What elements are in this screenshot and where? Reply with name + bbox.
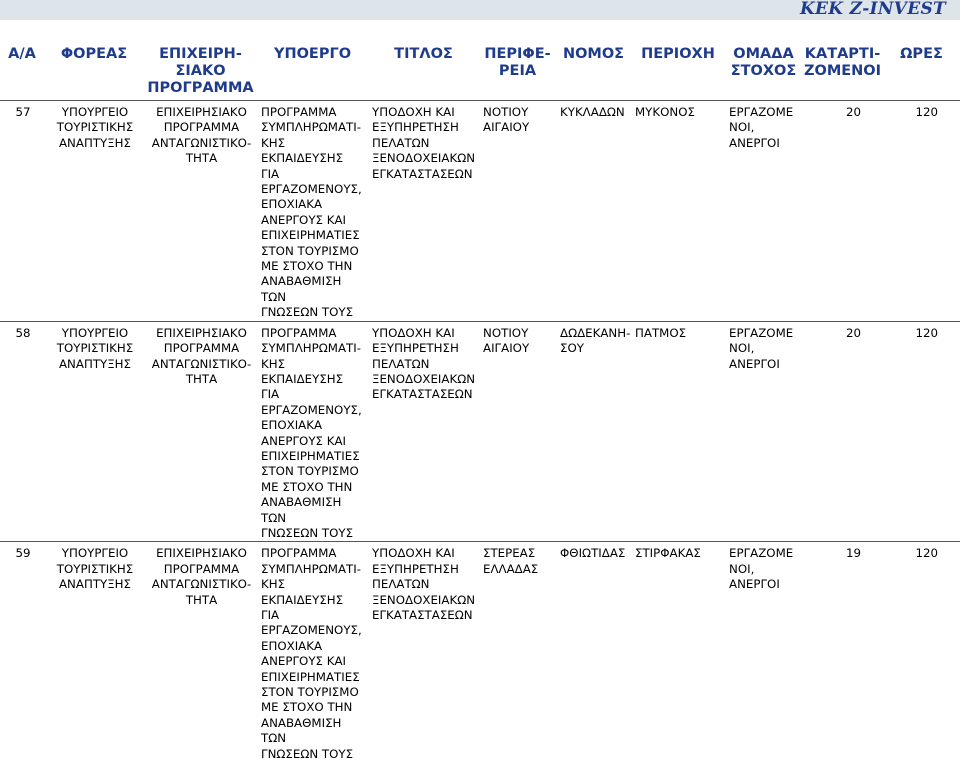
cell-titlos: ΥΠΟΔΟΧΗ ΚΑΙ ΕΞΥΠΗΡΕΤΗΣΗ ΠΕΛΑΤΩΝ ΞΕΝΟΔΟΧΕΙΑΚΩΝ ΕΓΚΑΤΑΣΤΑΣΕΩΝ	[372, 105, 476, 181]
programs-table-container	[0, 44, 960, 762]
cell-titlos: ΥΠΟΔΟΧΗ ΚΑΙ ΕΞΥΠΗΡΕΤΗΣΗ ΠΕΛΑΤΩΝ ΞΕΝΟΔΟΧΕΙΑΚΩΝ ΕΓΚΑΤΑΣΤΑΣΕΩΝ	[368, 321, 479, 542]
cell-perifereia: ΝΟΤΙΟΥ ΑΙΓΑΙΟΥ	[479, 321, 556, 542]
cell-ores: 120	[883, 542, 960, 762]
table-row	[0, 101, 960, 322]
cell-ypoergo: ΠΡΟΓΡΑΜΜΑ ΣΥΜΠΛΗΡΩΜΑΤΙ- ΚΗΣ ΕΚΠΑΙΔΕΥΣΗΣ ΓΙΑ ΕΡΓΑΖΟΜΕΝΟΥΣ, ΕΠΟΧΙΑΚΑ ΑΝΕΡΓΟΥΣ ΚΑΙ ΕΠΙΧΕΙΡΗΜΑΤΙΕΣ ΣΤΟΝ ΤΟΥΡΙΣΜΟ ΜΕ ΣΤΟΧΟ ΤΗΝ ΑΝΑΒΑΘΜΙΣΗ ΤΩΝ ΓΝΩΣΕΩΝ ΤΟΥΣ	[257, 321, 368, 542]
cell-nomos: ΚΥΚΛΑΔΩΝ	[560, 105, 625, 119]
header-omada: ΟΜΑΔΑ ΣΤΟΧΟΣ	[725, 44, 802, 101]
cell-programma: ΕΠΙΧΕΙΡΗΣΙΑΚΟ ΠΡΟΓΡΑΜΜΑ ΑΝΤΑΓΩΝΙΣΤΙΚΟ- ΤΗΤΑ	[144, 321, 257, 542]
cell-katartizomenoi: 20	[802, 321, 883, 542]
header-perifereia: ΠΕΡΙΦΕ- ΡΕΙΑ	[479, 44, 556, 101]
cell-katartizomenoi: 19	[802, 542, 883, 762]
header-programma: ΕΠΙΧΕΙΡΗ- ΣΙΑΚΟ ΠΡΟΓΡΑΜΜΑ	[144, 44, 257, 101]
cell-programma: ΕΠΙΧΕΙΡΗΣΙΑΚΟ ΠΡΟΓΡΑΜΜΑ ΑΝΤΑΓΩΝΙΣΤΙΚΟ- ΤΗΤΑ	[144, 542, 257, 762]
cell-ypoergo: ΠΡΟΓΡΑΜΜΑ ΣΥΜΠΛΗΡΩΜΑΤΙ- ΚΗΣ ΕΚΠΑΙΔΕΥΣΗΣ ΓΙΑ ΕΡΓΑΖΟΜΕΝΟΥΣ, ΕΠΟΧΙΑΚΑ ΑΝΕΡΓΟΥΣ ΚΑΙ ΕΠΙΧΕΙΡΗΜΑΤΙΕΣ ΣΤΟΝ ΤΟΥΡΙΣΜΟ ΜΕ ΣΤΟΧΟ ΤΗΝ ΑΝΑΒΑΘΜΙΣΗ ΤΩΝ ΓΝΩΣΕΩΝ ΤΟΥΣ	[261, 105, 362, 320]
cell-perioxi: ΠΑΤΜΟΣ	[631, 321, 725, 542]
cell-foreas: ΥΠΟΥΡΓΕΙΟ ΤΟΥΡΙΣΤΙΚΗΣ ΑΝΑΠΤΥΞΗΣ	[56, 105, 134, 150]
cell-nomos: ΦΘΙΩΤΙΔΑΣ	[556, 542, 631, 762]
kek-logo: KEK Z-INVEST	[799, 0, 946, 19]
cell-omada: ΕΡΓΑΖΟΜΕ ΝΟΙ, ΑΝΕΡΓΟΙ	[725, 321, 802, 542]
cell-omada: ΕΡΓΑΖΟΜΕ ΝΟΙ, ΑΝΕΡΓΟΙ	[729, 105, 794, 150]
header-foreas: ΦΟΡΕΑΣ	[44, 44, 144, 101]
cell-katartizomenoi: 20	[845, 105, 861, 119]
cell-titlos: ΥΠΟΔΟΧΗ ΚΑΙ ΕΞΥΠΗΡΕΤΗΣΗ ΠΕΛΑΤΩΝ ΞΕΝΟΔΟΧΕΙΑΚΩΝ ΕΓΚΑΤΑΣΤΑΣΕΩΝ	[368, 542, 479, 762]
header-ypoergo: ΥΠΟΕΡΓΟ	[257, 44, 368, 101]
header-nomos: ΝΟΜΟΣ	[556, 44, 631, 101]
header-aa: Α/Α	[0, 44, 44, 101]
cell-foreas: ΥΠΟΥΡΓΕΙΟ ΤΟΥΡΙΣΤΙΚΗΣ ΑΝΑΠΤΥΞΗΣ	[44, 542, 144, 762]
cell-aa: 57	[15, 105, 31, 119]
cell-nomos: ΔΩΔΕΚΑΝΗ- ΣΟΥ	[556, 321, 631, 542]
header-katartizomenoi: ΚΑΤΑΡΤΙ- ΖΟΜΕΝΟΙ	[802, 44, 883, 101]
cell-ores: 120	[915, 105, 938, 119]
cell-aa: 58	[0, 321, 44, 542]
cell-perioxi: ΜΥΚΟΝΟΣ	[635, 105, 695, 119]
cell-ores: 120	[883, 321, 960, 542]
header-perioxi: ΠΕΡΙΟΧΗ	[631, 44, 725, 101]
table-row	[0, 321, 960, 542]
cell-perioxi: ΣΤΙΡΦΑΚΑΣ	[631, 542, 725, 762]
cell-foreas: ΥΠΟΥΡΓΕΙΟ ΤΟΥΡΙΣΤΙΚΗΣ ΑΝΑΠΤΥΞΗΣ	[44, 321, 144, 542]
header-row	[0, 44, 960, 101]
cell-perifereia: ΣΤΕΡΕΑΣ ΕΛΛΑΔΑΣ	[479, 542, 556, 762]
programs-table	[0, 44, 960, 762]
cell-omada: ΕΡΓΑΖΟΜΕ ΝΟΙ, ΑΝΕΡΓΟΙ	[725, 542, 802, 762]
cell-ypoergo: ΠΡΟΓΡΑΜΜΑ ΣΥΜΠΛΗΡΩΜΑΤΙ- ΚΗΣ ΕΚΠΑΙΔΕΥΣΗΣ ΓΙΑ ΕΡΓΑΖΟΜΕΝΟΥΣ, ΕΠΟΧΙΑΚΑ ΑΝΕΡΓΟΥΣ ΚΑΙ ΕΠΙΧΕΙΡΗΜΑΤΙΕΣ ΣΤΟΝ ΤΟΥΡΙΣΜΟ ΜΕ ΣΤΟΧΟ ΤΗΝ ΑΝΑΒΑΘΜΙΣΗ ΤΩΝ ΓΝΩΣΕΩΝ ΤΟΥΣ	[257, 542, 368, 762]
table-row	[0, 542, 960, 762]
cell-programma: ΕΠΙΧΕΙΡΗΣΙΑΚΟ ΠΡΟΓΡΑΜΜΑ ΑΝΤΑΓΩΝΙΣΤΙΚΟ- ΤΗΤΑ	[151, 105, 252, 166]
header-titlos: ΤΙΤΛΟΣ	[368, 44, 479, 101]
cell-aa: 59	[0, 542, 44, 762]
header-ores: ΩΡΕΣ	[883, 44, 960, 101]
top-banner	[0, 0, 960, 20]
cell-perifereia: ΝΟΤΙΟΥ ΑΙΓΑΙΟΥ	[483, 105, 530, 135]
